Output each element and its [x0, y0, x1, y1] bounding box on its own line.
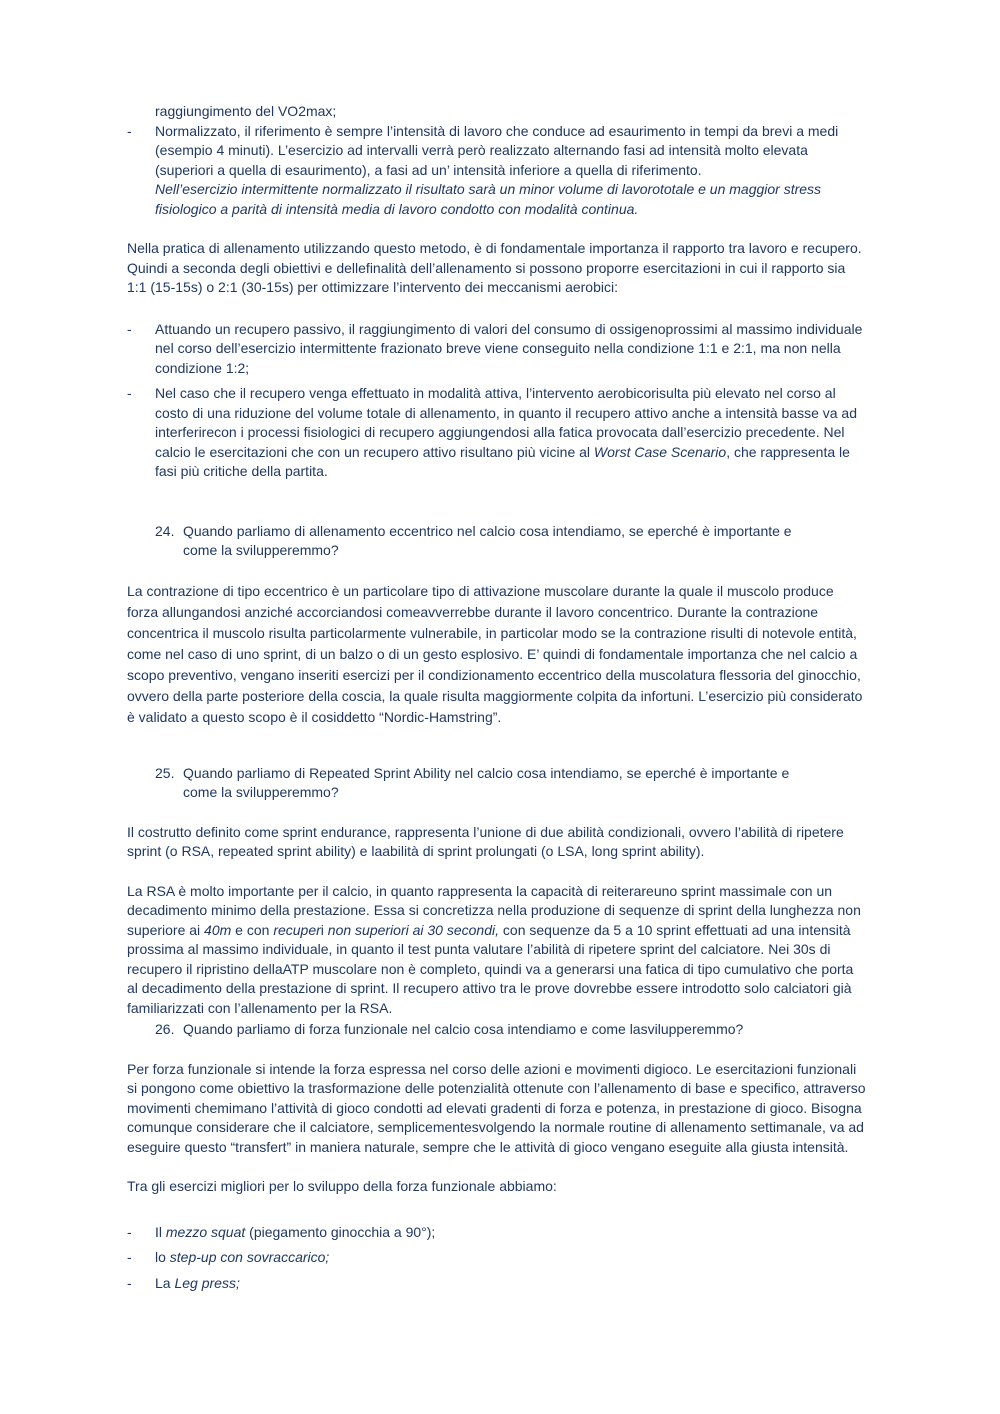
question-26: 26. Quando parliamo di forza funzionale nel calcio cosa intendiamo e come lasvilupperemmo?: [155, 1021, 744, 1037]
list-item: - Nel caso che il recupero venga effettuato in modalità attiva, l’intervento aerobicorisulta più elevato nel corso al costo di una riduzione del volume totale di allenamento, in quanto il recupero attivo anche a intensità basse va ad interferirecon i processi fisiologici di recupero aggiungendosi alla fatica provocata dall’esercizio precedente. Nel calcio le esercitazioni che con un recupero attivo risultano più vicine al Worst Case Scenario, che rappresenta le fasi più critiche della partita.: [127, 384, 867, 482]
list-item: - lo step-up con sovraccarico;: [127, 1248, 867, 1268]
question-24: 24. Quando parliamo di allenamento eccentrico nel calcio cosa intendiamo, se eperché è importante e come la svilupperemmo?: [155, 522, 792, 558]
question-25: 25. Quando parliamo di Repeated Sprint Ability nel calcio cosa intendiamo, se eperché è importante e come la svilupperemmo?: [155, 764, 790, 800]
paragraph: Tra gli esercizi migliori per lo sviluppo della forza funzionale abbiamo:: [127, 1178, 557, 1194]
exercise-list: [127, 1223, 867, 1294]
paragraph: Nella pratica di allenamento utilizzando questo metodo, è di fondamentale importanza il rapporto tra lavoro e recupero. Quindi a seconda degli obiettivi e dellefinalità dell’allenamento si possono proporre esercitazioni in cui il rapporto sia 1:1 (15-15s) o 2:1 (30-15s) per ottimizzare l’intervento dei meccanismi aerobici:: [127, 240, 862, 295]
paragraph: La RSA è molto importante per il calcio, in quanto rappresenta la capacità di reiterareuno sprint massimale con un decadimento minimo della prestazione. Essa si concretizza nella produzione di sequenze di sprint della lunghezza non superiore ai 40m e con recuperi non superiori ai 30 secondi, con sequenze da 5 a 10 sprint effettuati ad una intensità prossima al massimo individuale, in quanto il test punta valutare l’abilità di ripetere sprint del calciatore. Nei 30s di recupero il ripristino dellaATP muscolare non è completo, quindi va a generarsi una fatica di tipo cumulativo che porta al decadimento della prestazione di sprint. Il recupero attivo tra le prove dovrebbe essere introdotto solo calciatori già familiarizzati con l’allenamento per la RSA.: [127, 882, 861, 1016]
italic-note: Nell’esercizio intermittente normalizzato il risultato sarà un minor volume di lavorototale e un maggior stress fisiologico a parità di intensità media di lavoro condotto con modalità continua.: [155, 181, 822, 217]
list-item: - La Leg press;: [127, 1274, 867, 1294]
paragraph: Per forza funzionale si intende la forza espressa nel corso delle azioni e movimenti digioco. Le esercitazioni funzionali si pongono come obiettivo la trasformazione delle potenzialità ottenute con l’allenamento di base e specifico, attraverso movimenti chemimano l’attività di gioco condotti ad elevati gradenti di forza e potenza, in prestazione di gioco. Bisogna comunque considerare che il calciatore, semplicementesvolgendo la normale routine di allenamento settimanale, va ad eseguire questo “transfert” in maniera naturale, sempre che le attività di gioco vengano eseguite alla giusta intensità.: [127, 1060, 866, 1155]
list-item-continuation: raggiungimento del VO2max;: [155, 103, 337, 119]
recovery-list: [127, 320, 867, 482]
document-body: [127, 102, 867, 1293]
paragraph: La contrazione di tipo eccentrico è un particolare tipo di attivazione muscolare durante la quale il muscolo produce forza allungandosi anziché accorciandosi comeavverrebbe durante il lavoro concentrico. Durante la contrazione concentrica il muscolo risulta particolarmente vulnerabile, in particolar modo se la contrazione risulti di notevole entità, come nel caso di uno sprint, di un balzo o di un gesto esplosivo. E’ quindi di fondamentale importanza che nel calcio a scopo preventivo, vengano inseriti esercizi per il condizionamento eccentrico della muscolatura flessoria del ginocchio, ovvero della parte posteriore della coscia, la quale risulta maggiormente colpita da infortuni. L’esercizio più considerato è validato a questo scopo è il cosiddetto “Nordic-Hamstring”.: [127, 582, 863, 725]
intensity-list: [127, 122, 867, 220]
list-item: - Normalizzato, il riferimento è sempre l’intensità di lavoro che conduce ad esaurimento in tempi da brevi a medi (esempio 4 minuti). L’esercizio ad intervalli verrà però realizzato alternando fasi ad intensità molto elevata (superiori a quella di esaurimento), a fasi ad un’ intensità inferiore a quella di riferimento. Nell’esercizio intermittente normalizzato il risultato sarà un minor volume di lavorototale e un maggior stress fisiologico a parità di intensità media di lavoro condotto con modalità continua.: [127, 122, 867, 220]
list-item: - Il mezzo squat (piegamento ginocchia a 90°);: [127, 1223, 867, 1243]
list-item: - Attuando un recupero passivo, il raggiungimento di valori del consumo di ossigenoprossimi al massimo individuale nel corso dell’esercizio intermittente frazionato breve viene conseguito nella condizione 1:1 e 2:1, ma non nella condizione 1:2;: [127, 320, 867, 379]
paragraph: Il costrutto definito come sprint endurance, rappresenta l’unione di due abilità condizionali, ovvero l’abilità di ripetere sprint (o RSA, repeated sprint ability) e laabilità di sprint prolungati (o LSA, long sprint ability).: [127, 823, 844, 859]
